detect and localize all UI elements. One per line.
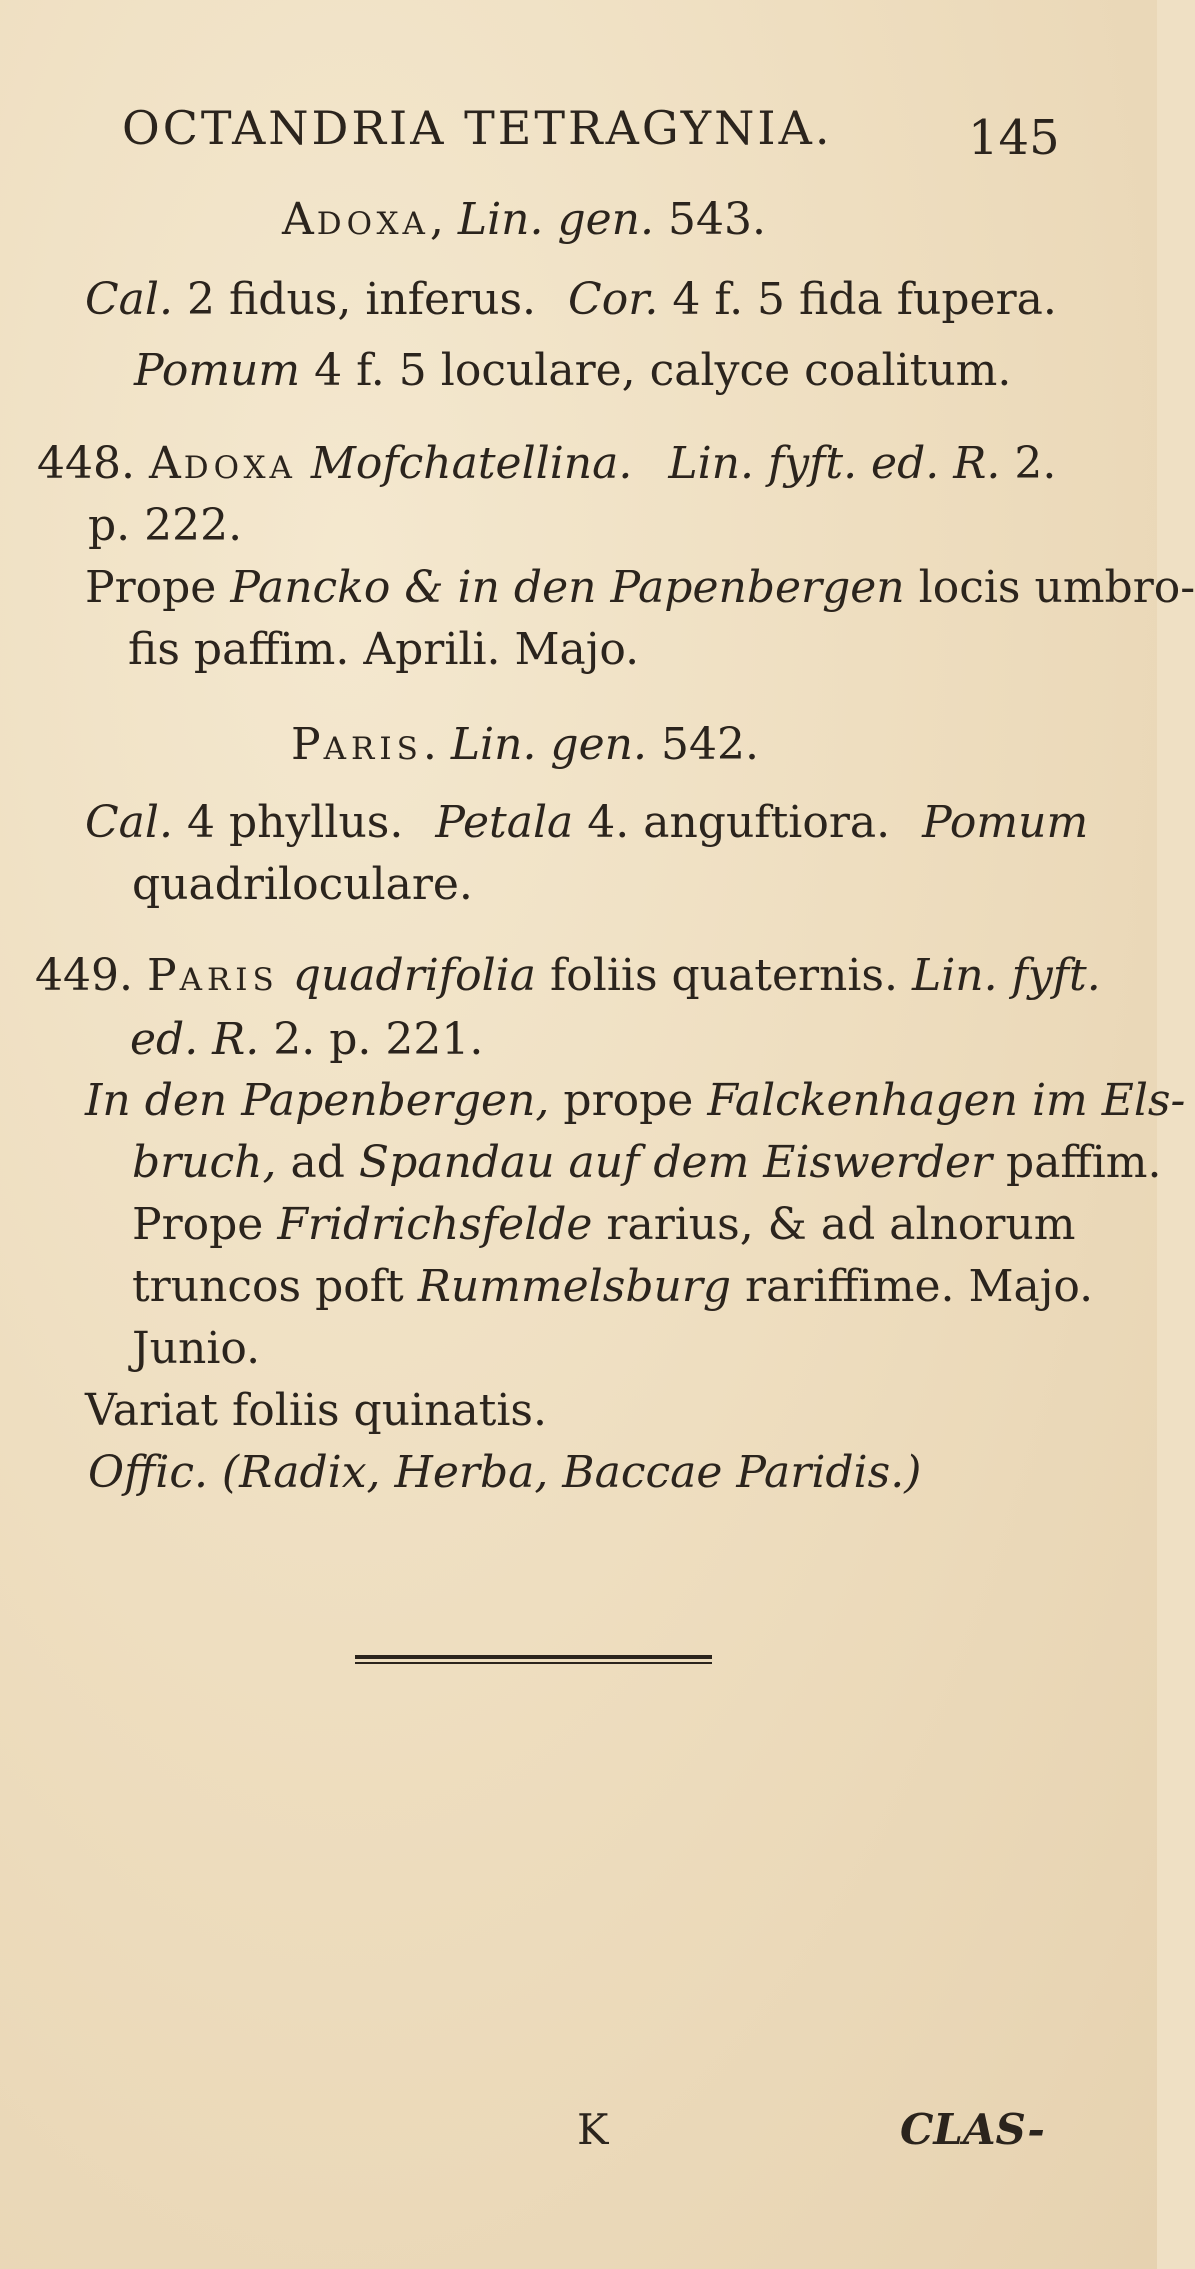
section-rule-thin <box>355 1662 712 1664</box>
species-449-locality-line4: truncos poft Rummelsburg rariffime. Majo. <box>132 1261 1094 1312</box>
signature-mark: K <box>577 2105 609 2154</box>
page-number: 145 <box>968 110 1060 166</box>
paris-character-line1: Cal. 4 phyllus. Petala 4. anguftiora. Pomum <box>85 797 1089 848</box>
species-449-line2: ed. R. 2. p. 221. <box>130 1014 484 1065</box>
species-449-locality-line2: bruch, ad Spandau auf dem Eiswerder paffim. <box>132 1137 1162 1188</box>
species-449-locality-line5: Junio. <box>132 1323 261 1374</box>
paris-character-line2: quadriloculare. <box>132 859 473 910</box>
running-title: OCTANDRIA TETRAGYNIA. <box>122 101 833 155</box>
adoxa-character-line1: Cal. 2 fidus, inferus. Cor. 4 f. 5 fida fupera. <box>85 274 1057 325</box>
species-449-line1: 449. PARIS quadrifolia foliis quaternis. Lin. fyft. <box>35 950 1101 1001</box>
species-449-officinal: Offic. (Radix, Herba, Baccae Paridis.) <box>88 1447 922 1498</box>
species-448-line1: 448. ADOXA Mofchatellina. Lin. fyft. ed. R. 2. <box>37 438 1057 489</box>
section-rule <box>355 1655 712 1659</box>
genus-heading-paris: PARIS. Lin. gen. 542. <box>291 719 759 770</box>
species-449-locality-line3: Prope Fridrichsfelde rarius, & ad alnorum <box>132 1199 1076 1250</box>
catchword: CLAS- <box>900 2105 1045 2154</box>
adoxa-character-line2: Pomum 4 f. 5 loculare, calyce coalitum. <box>134 345 1012 396</box>
species-449-variety: Variat foliis quinatis. <box>85 1385 547 1436</box>
species-448-locality-line1: Prope Pancko & in den Papenbergen locis umbro- <box>85 562 1195 613</box>
species-448-locality-line2: fis paffim. Aprili. Majo. <box>128 624 640 675</box>
genus-heading-adoxa: ADOXA, Lin. gen. 543. <box>282 194 766 245</box>
species-449-locality-line1: In den Papenbergen, prope Falckenhagen im Els- <box>85 1075 1186 1126</box>
species-448-line2: p. 222. <box>88 500 243 551</box>
